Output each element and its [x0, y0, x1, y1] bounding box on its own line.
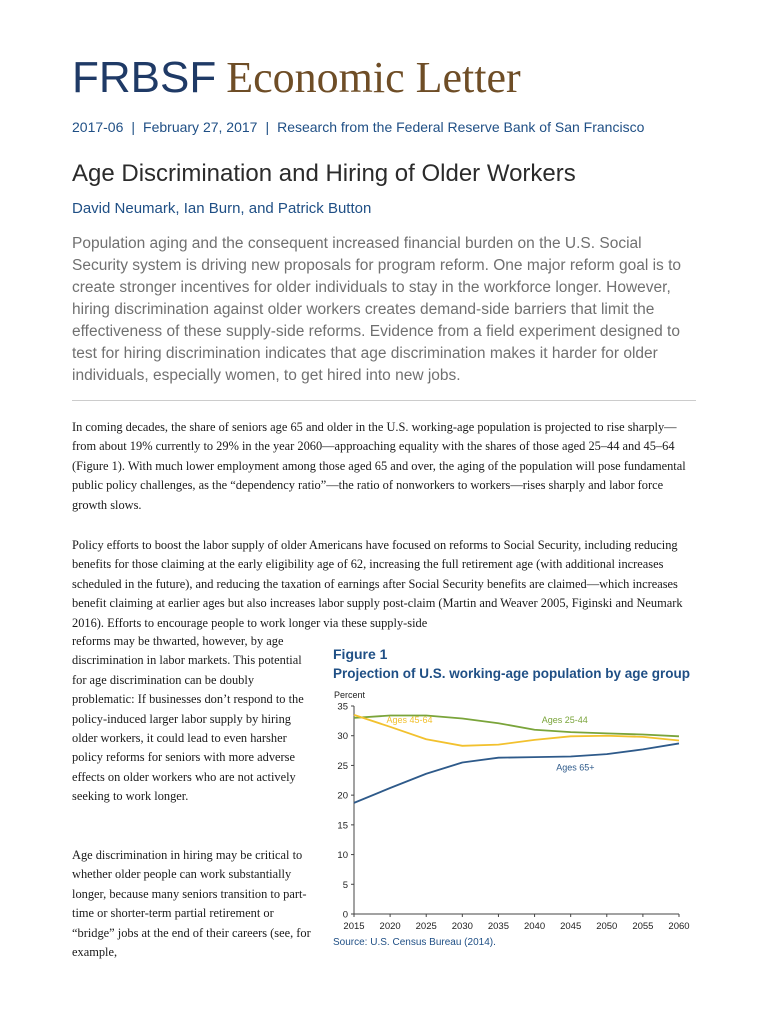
separator: | — [265, 119, 270, 135]
y-tick-label: 5 — [342, 879, 348, 891]
body-paragraph: Policy efforts to boost the labor supply of older Americans have focused on reforms to Social Security, including reducing benefits for those claiming at the early eligibility age of 62, increasing the full retirement age (with additional increases scheduled in the future), and reducing the taxation of earnings after Social Security benefits are claimed—which increases benefit claiming at earlier ages but also increases labor supply post-claim (Martin and Weaver 2005, Figinski and Neumark 2016). Efforts to encourage people to work longer via these supply-side — [72, 538, 683, 630]
y-tick-label: 20 — [337, 790, 348, 802]
issue-date: February 27, 2017 — [143, 119, 258, 135]
x-tick-label: 2015 — [343, 921, 365, 932]
y-tick-label: 15 — [337, 820, 348, 832]
y-tick-label: 30 — [337, 731, 348, 743]
x-tick-label: 2025 — [415, 921, 437, 932]
y-tick-label: 25 — [337, 760, 348, 772]
tagline: Research from the Federal Reserve Bank of San Francisco — [277, 119, 645, 135]
y-axis-label: Percent — [334, 690, 366, 700]
masthead — [72, 52, 521, 104]
figure-source: Source: U.S. Census Bureau (2014). — [333, 937, 496, 948]
brand-name: FRBSF — [72, 53, 217, 102]
issue-line — [72, 119, 644, 135]
divider — [72, 400, 696, 401]
figure-label: Figure 1 — [333, 646, 388, 662]
body-paragraph: Age discrimination in hiring may be critical to whether older people can work substantially longer, because many seniors transition to part-time or shorter-term partial retirement or “bridge” jobs at the end of their careers (see, for example, — [72, 848, 311, 960]
x-tick-label: 2055 — [632, 921, 654, 932]
x-tick-label: 2060 — [668, 921, 690, 932]
y-tick-label: 10 — [337, 850, 348, 862]
article-abstract: Population aging and the consequent increased financial burden on the U.S. Social Security system is driving new proposals for program reform. One major reform goal is to create stronger incentives for older individuals to stay in the workforce longer. However, hiring discrimination against older workers creates demand-side barriers that limit the effectiveness of these supply-side reforms. Evidence from a field experiment designed to test for hiring discrimination indicates that age discrimination makes it harder for older individuals, especially women, to get hired into new jobs. — [72, 235, 682, 384]
figure-title: Projection of U.S. working-age population by age group — [333, 666, 691, 681]
publication-name: Economic Letter — [226, 53, 521, 102]
series-label: Ages 45-64 — [386, 714, 433, 725]
body-paragraph: reforms may be thwarted, however, by age discrimination in labor markets. This potential for age discrimination can be doubly problematic: If businesses don’t respond to the policy-induced larger labor supply by hiring older workers, it could lead to even harsher policy reforms for seniors with more adverse effects on older workers who are not actively seeking to work longer. — [72, 634, 304, 804]
y-tick-label: 0 — [342, 909, 348, 921]
x-tick-label: 2040 — [523, 921, 546, 932]
separator: | — [131, 119, 136, 135]
series-line — [354, 743, 679, 802]
x-tick-label: 2050 — [596, 921, 618, 932]
series-label: Ages 65+ — [556, 762, 595, 773]
issue-number: 2017-06 — [72, 119, 124, 135]
y-tick-label: 35 — [337, 701, 348, 713]
x-tick-label: 2030 — [451, 921, 473, 932]
x-tick-label: 2035 — [487, 921, 510, 932]
population-line-chart — [326, 686, 696, 938]
x-tick-label: 2020 — [379, 921, 401, 932]
article-authors: David Neumark, Ian Burn, and Patrick Button — [72, 200, 372, 217]
body-paragraph: In coming decades, the share of seniors age 65 and older in the U.S. working-age population is projected to rise sharply—from about 19% currently to 29% in the year 2060—approaching equality with the shares of those aged 25–44 and 45–64 (Figure 1). With much lower employment among those aged 65 and over, the aging of the population will pose fundamental public policy challenges, as the “dependency ratio”—the ratio of nonworkers to workers—rises sharply and labor force growth slows. — [72, 420, 686, 512]
article-title: Age Discrimination and Hiring of Older Workers — [72, 160, 576, 187]
x-tick-label: 2045 — [560, 921, 582, 932]
series-label: Ages 25-44 — [541, 715, 588, 726]
